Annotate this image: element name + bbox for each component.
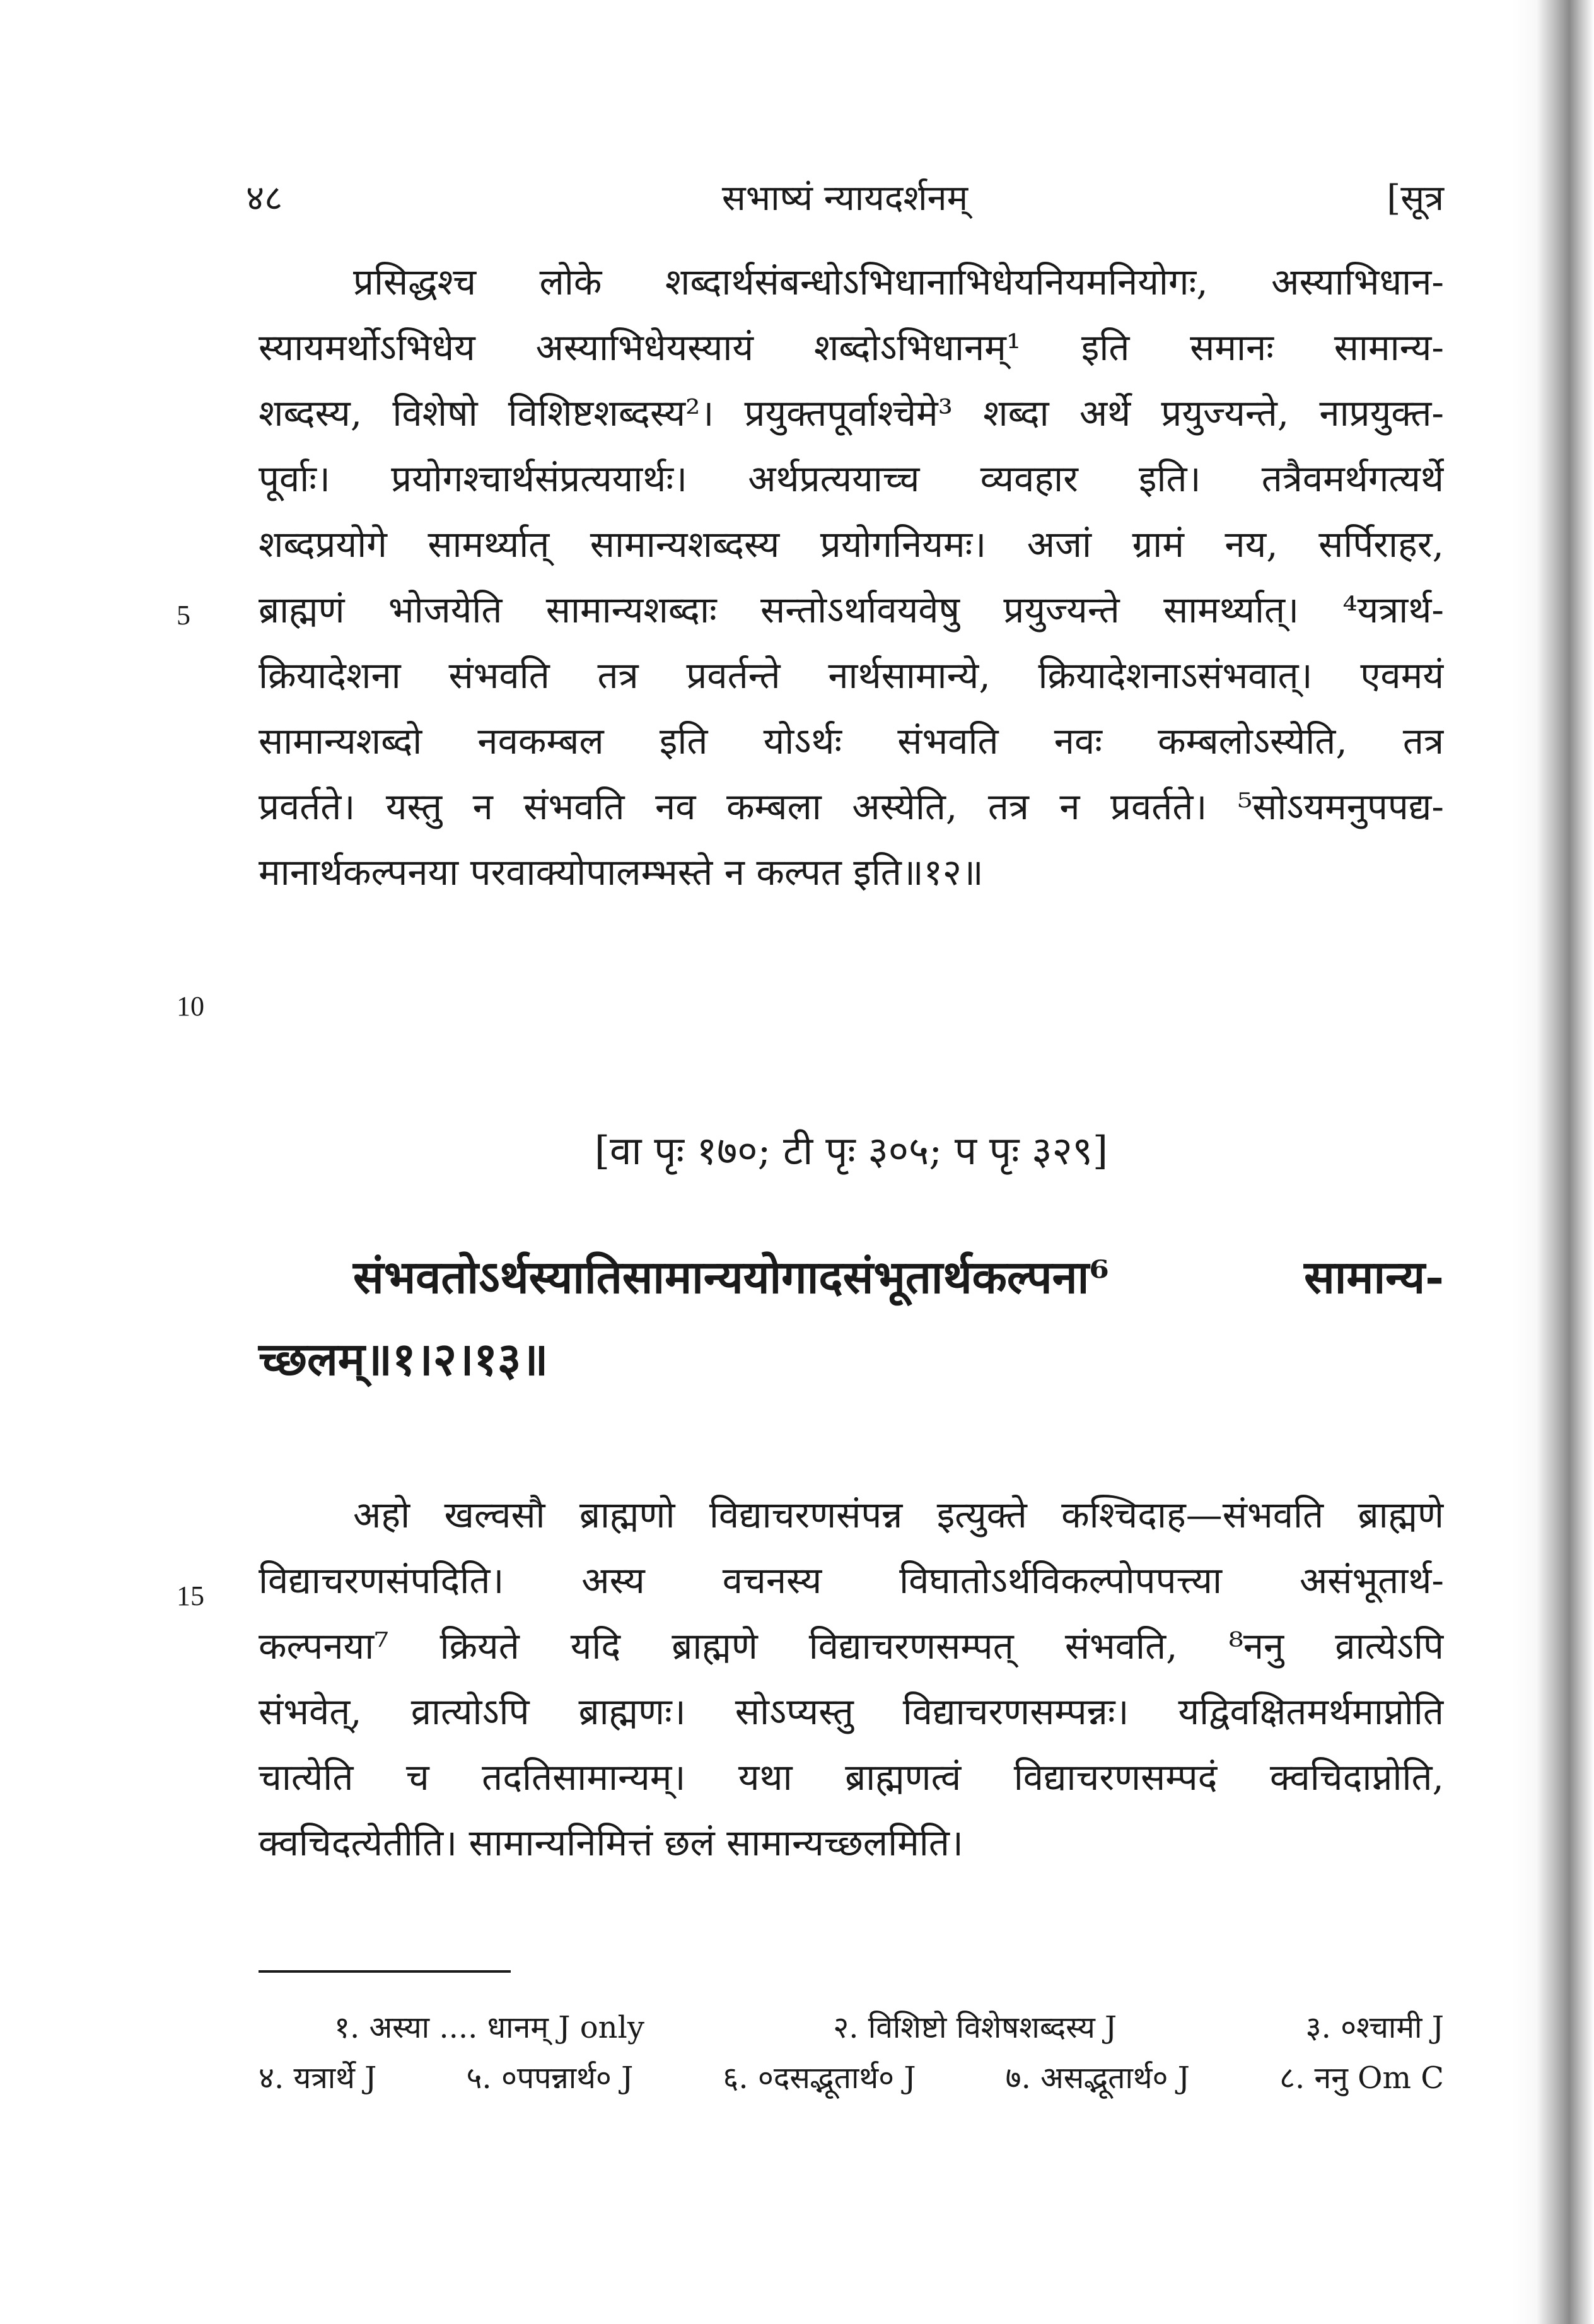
page-header: [246, 170, 1444, 227]
text-line: अहो खल्वसौ ब्राह्मणो विद्याचरणसंपन्न इत्युक्ते कश्चिदाह—संभवति ब्राह्मणे: [353, 1493, 1444, 1536]
sutra-line: च्छलम्॥१।२।१३॥: [259, 1332, 549, 1386]
line-number-10: 10: [177, 991, 204, 1022]
text-line: संभवेत्, व्रात्योऽपि ब्राह्मणः। सोऽप्यस्तु विद्याचरणसम्पन्नः। यद्विवक्षितमर्थमाप्नोति: [259, 1690, 1444, 1733]
footnote-item: ४. यत्रार्थे J: [259, 2060, 377, 2096]
footnote-item: २. विशिष्टो विशेषशब्दस्य J: [833, 2010, 1117, 2045]
footnote-row: [259, 2053, 1444, 2103]
text-line: स्यायमर्थोऽभिधेय अस्याभिधेयस्यायं शब्दोऽभिधानम्¹ इति समानः सामान्य-: [259, 326, 1444, 369]
commentary-reference: [वा पृः १७०; टी पृः ३०५; प पृः ३२९]: [594, 1128, 1108, 1174]
line-number-5: 5: [177, 600, 190, 631]
footnote-divider: [259, 1970, 511, 1973]
footnote-item: ६. ०दसद्भूतार्थ० J: [723, 2060, 916, 2096]
footnote-item: ५. ०पपन्नार्थ० J: [466, 2060, 634, 2096]
footnote-item: १. अस्या .... धानम् J only: [334, 2010, 644, 2045]
footnotes: [259, 2002, 1444, 2103]
text-line: कल्पनया⁷ क्रियते यदि ब्राह्मणे विद्याचरणसम्पत् संभवति, ⁸ननु व्रात्येऽपि: [259, 1625, 1444, 1667]
running-title: सभाष्यं न्यायदर्शनम्: [721, 178, 969, 219]
text-line: ब्राह्मणं भोजयेति सामान्यशब्दाः सन्तोऽर्थावयवेषु प्रयुज्यन्ते सामर्थ्यात्। ⁴यत्रार्थ-: [259, 588, 1444, 631]
text-line: शब्दप्रयोगे सामर्थ्यात् सामान्यशब्दस्य प्रयोगनियमः। अजां ग्रामं नय, सर्पिराहर,: [259, 523, 1444, 566]
section-marker: [सूत्र: [1387, 178, 1444, 219]
text-line: विद्याचरणसंपदिति। अस्य वचनस्य विघातोऽर्थविकल्पोपपत्त्या असंभूतार्थ-: [259, 1559, 1444, 1602]
footnote-item: ३. ०श्चामी J: [1305, 2010, 1444, 2045]
text-line: प्रसिद्धश्च लोके शब्दार्थसंबन्धोऽभिधानाभिधेयनियमनियोगः, अस्याभिधान-: [353, 260, 1444, 303]
text-line: क्रियादेशना संभवति तत्र प्रवर्तन्ते नार्थसामान्ये, क्रियादेशनाऽसंभवात्। एवमयं: [259, 654, 1444, 697]
footnote-item: ८. ननु Om C: [1279, 2060, 1444, 2096]
sutra-line: संभवतोऽर्थस्यातिसामान्ययोगादसंभूतार्थकल्पना⁶ सामान्य-: [353, 1250, 1444, 1304]
scanned-page-edge: [1512, 0, 1594, 2324]
text-line: पूर्वाः। प्रयोगश्चार्थसंप्रत्ययार्थः। अर्थप्रत्ययाच्च व्यवहार इति। तत्रैवमर्थगत्यर्थे: [259, 457, 1444, 500]
text-line: सामान्यशब्दो नवकम्बल इति योऽर्थः संभवति नवः कम्बलोऽस्येति, तत्र: [259, 720, 1444, 762]
line-number-15: 15: [177, 1580, 204, 1611]
text-line: क्वचिदत्येतीति। सामान्यनिमित्तं छलं सामान्यच्छलमिति।: [259, 1821, 963, 1864]
text-line: मानार्थकल्पनया परवाक्योपालम्भस्ते न कल्पत इति॥१२॥: [259, 851, 984, 894]
page-number: ४८: [246, 178, 283, 219]
footnote-row: [259, 2002, 1444, 2053]
text-line: शब्दस्य, विशेषो विशिष्टशब्दस्य²। प्रयुक्तपूर्वाश्चेमे³ शब्दा अर्थे प्रयुज्यन्ते, नाप्रयुक्त-: [259, 392, 1444, 435]
sutra-text: [259, 1236, 1444, 1400]
footnote-item: ७. असद्भूतार्थ० J: [1005, 2060, 1190, 2096]
commentary-paragraph-1: [259, 249, 1444, 905]
commentary-paragraph-2: [259, 1482, 1444, 1876]
text-line: चात्येति च तदतिसामान्यम्। यथा ब्राह्मणत्वं विद्याचरणसम्पदं क्वचिदाप्नोति,: [259, 1756, 1444, 1799]
text-line: प्रवर्तते। यस्तु न संभवति नव कम्बला अस्येति, तत्र न प्रवर्तते। ⁵सोऽयमनुपपद्य-: [259, 785, 1444, 828]
